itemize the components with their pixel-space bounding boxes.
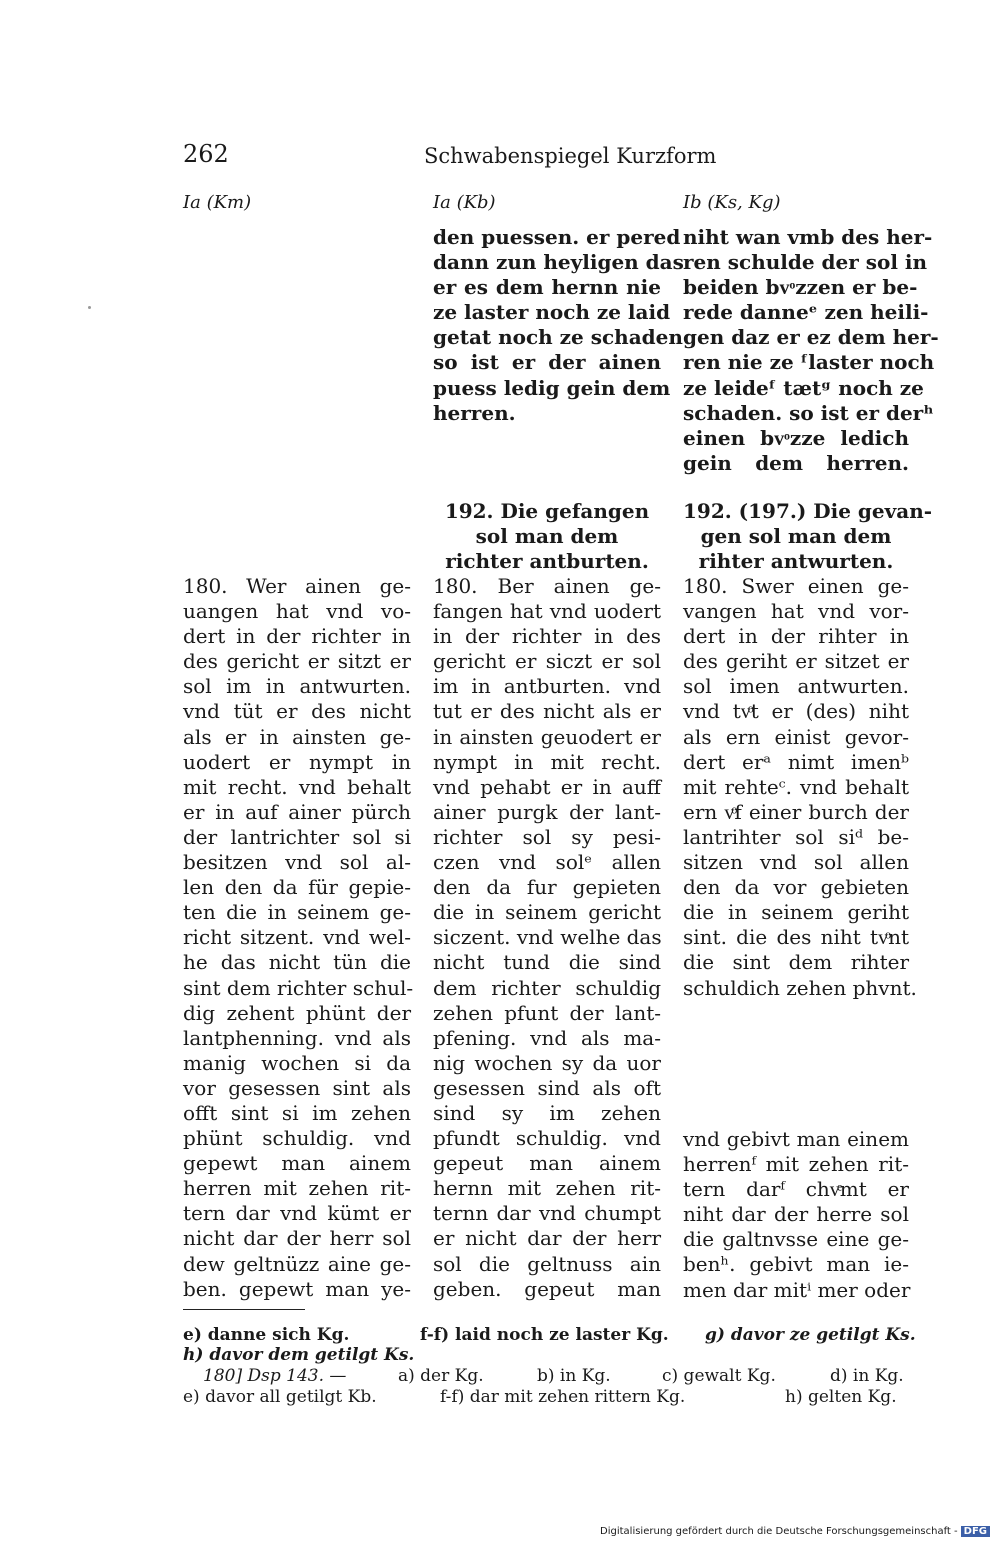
apparatus-h: h) gelten Kg. [785, 1387, 897, 1407]
text-line: ern vͦf einer burch der [683, 799, 909, 824]
text-line: sol imen antwurten. [683, 674, 909, 699]
text-line: nig wochen sy da uor [433, 1050, 661, 1075]
scan-speck [88, 306, 91, 309]
text-line: die in seinem geriht [683, 900, 909, 925]
text-line: schaden. so ist er derʰ [683, 400, 934, 425]
text-line: des geriht er sitzet er [683, 649, 909, 674]
text-line: he das nicht tün die [183, 950, 411, 975]
text-line: gepeut man ainem [433, 1151, 661, 1176]
text-line: gepewt man ainem [183, 1151, 411, 1176]
text-line: rede danneᵉ zen heili- [683, 300, 929, 325]
dfg-footer [600, 1526, 990, 1537]
text-line: richter sol sy pesi- [433, 824, 661, 849]
col3-heading-192 [683, 499, 933, 574]
text-line: herren mit zehen rit- [183, 1176, 411, 1201]
col2-heading-192 [433, 499, 661, 574]
text-line: gen sol man dem [700, 524, 892, 549]
text-line: vnd tüt er des nicht [183, 699, 411, 724]
text-line: vnd pehabt er in auff [433, 774, 661, 799]
text-line: getat noch ze schaden [433, 325, 683, 350]
text-line: lantphenning. vnd als [183, 1025, 411, 1050]
text-line: ten die in seinem ge- [183, 900, 411, 925]
text-line: tern darᶠ chvͤmt er [683, 1177, 909, 1202]
text-line: 192. (197.) Die gevan- [683, 499, 933, 523]
text-line: zehen pfunt der lant- [433, 1000, 661, 1025]
col3-text-top [683, 225, 939, 476]
text-line: tut er des nicht als er [433, 699, 661, 724]
text-line: 180. Wer ainen ge- [183, 574, 411, 598]
text-line: 192. Die gefangen [444, 499, 650, 523]
text-line: niht wan vmb des her- [683, 225, 933, 249]
col2-article-180 [433, 574, 661, 1302]
text-line: in ainsten geuodert er [433, 724, 661, 749]
text-line: gen daz er ez dem her- [683, 325, 939, 350]
text-line: 180. Swer einen ge- [683, 574, 909, 598]
text-line: des gericht er sitzt er [183, 649, 411, 674]
text-line: er in auf ainer pürch [183, 799, 411, 824]
apparatus-reference: 180] Dsp 143. — [203, 1366, 347, 1386]
footnote-h: h) davor dem getilgt Ks. [183, 1345, 415, 1365]
text-line: geben. gepeut man [433, 1276, 661, 1301]
footnote-e: e) danne sich Kg. [183, 1325, 350, 1345]
col2-text-top [433, 225, 684, 426]
text-line: vor gesessen sint als [183, 1075, 411, 1100]
col3-article-180 [683, 574, 917, 1001]
text-line: nicht dar der herr sol [183, 1226, 411, 1251]
text-line: len den da für gepie- [183, 875, 411, 900]
col3-article-180-continued [683, 1127, 909, 1303]
footnote-g: g) davor ze getilgt Ks. [705, 1325, 916, 1345]
apparatus-d: d) in Kg. [830, 1366, 904, 1386]
text-line: vnd gebivt man einem [683, 1127, 909, 1151]
text-line: besitzen vnd sol al- [183, 850, 411, 875]
text-line: im in antburten. vnd [433, 674, 661, 699]
text-line: pfundt schuldig. vnd [433, 1126, 661, 1151]
text-line: die in seinem gericht [433, 900, 661, 925]
col1-article-180 [183, 574, 414, 1302]
text-line: den da vor gebieten [683, 875, 909, 900]
text-line: ze leideᶠ tætᵍ noch ze [683, 375, 924, 400]
text-line: gesessen sind als oft [433, 1075, 661, 1100]
text-line: sol man dem [475, 524, 619, 549]
text-line: in der richter in des [433, 624, 661, 649]
text-line: beiden bvͦzzen er be- [683, 275, 918, 300]
text-line: nicht tund die sind [433, 950, 661, 975]
apparatus-f: f-f) dar mit zehen rittern Kg. [440, 1387, 686, 1407]
text-line: puess ledig gein dem [433, 375, 671, 400]
text-line: ren nie ze ᶠlaster noch [683, 350, 935, 375]
text-line: dig zehent phünt der [183, 1000, 411, 1025]
text-line: sol im in antwurten. [183, 674, 411, 699]
apparatus-b: b) in Kg. [537, 1366, 611, 1386]
text-line: ben. gepewt man ye- [183, 1276, 411, 1301]
text-line: als ern einist gevor- [683, 724, 909, 749]
text-line: den puessen. er pered [433, 225, 681, 249]
footnote-rule [183, 1309, 305, 1310]
text-line: rihter antwurten. [698, 549, 894, 574]
text-line: richt sitzent. vnd wel- [183, 925, 411, 950]
text-line: die sint dem rihter [683, 950, 909, 975]
text-line: sol die geltnuss ain [433, 1251, 661, 1276]
text-line: manig wochen si da [183, 1050, 411, 1075]
text-line: phünt schuldig. vnd [183, 1126, 411, 1151]
text-line: mit rehteᶜ. vnd behalt [683, 774, 909, 799]
text-line: dew geltnüzz aine ge- [183, 1251, 411, 1276]
text-line: tern dar vnd kümt er [183, 1201, 411, 1226]
text-line: der lantrichter sol si [183, 824, 411, 849]
text-line: hernn mit zehen rit- [433, 1176, 661, 1201]
text-line: richter antburten. [445, 549, 649, 574]
text-line: vangen hat vnd vor- [683, 599, 909, 624]
text-line: sint dem richter schul- [183, 975, 414, 1000]
text-line: ren schulde der sol in [683, 250, 928, 275]
apparatus-e: e) davor all getilgt Kb. [183, 1387, 377, 1407]
text-line: dert erᵃ nimt imenᵇ [683, 749, 909, 774]
column-heading-ia-kb: Ia (Kb) [433, 192, 496, 213]
apparatus-a: a) der Kg. [398, 1366, 484, 1386]
text-line: sint. die des niht tvͦnt [683, 925, 909, 950]
text-line: ainer purgk der lant- [433, 799, 661, 824]
text-line: niht dar der herre sol [683, 1202, 909, 1227]
text-line: die galtnvsse eine ge- [683, 1227, 909, 1252]
text-line: 180. Ber ainen ge- [433, 574, 661, 598]
text-line: dem richter schuldig [433, 975, 661, 1000]
text-line: er es dem hernn nie [433, 275, 661, 300]
text-line: sind sy im zehen [433, 1100, 661, 1125]
text-line: sitzen vnd sol allen [683, 850, 909, 875]
text-line: uodert er nympt in [183, 749, 411, 774]
column-heading-ia-km: Ia (Km) [183, 192, 252, 213]
running-title: Schwabenspiegel Kurzform [424, 144, 717, 168]
text-line: uangen hat vnd vo- [183, 599, 411, 624]
footnote-f: f-f) laid noch ze laster Kg. [420, 1325, 669, 1345]
text-line: dert in der rihter in [683, 624, 909, 649]
text-line: gericht er siczt er sol [433, 649, 661, 674]
page-number: 262 [183, 140, 229, 168]
text-line: gein dem herren. [683, 450, 909, 475]
text-line: vnd tvͦt er (des) niht [683, 699, 909, 724]
text-line: so ist er der ainen [433, 350, 661, 375]
text-line: pfening. vnd als ma- [433, 1025, 661, 1050]
text-line: siczent. vnd welhe das [433, 925, 662, 950]
text-line: als er in ainsten ge- [183, 724, 411, 749]
text-line: men dar mitⁱ mer oder [683, 1277, 911, 1302]
text-line: benʰ. gebivt man ie- [683, 1252, 909, 1277]
text-line: dert in der richter in [183, 624, 411, 649]
footer-text: Digitalisierung gefördert durch die Deutsche Forschungsgemeinschaft - [600, 1526, 958, 1537]
text-line: mit recht. vnd behalt [183, 774, 411, 799]
text-line: ternn dar vnd chumpt [433, 1201, 661, 1226]
text-line: dann zun heyligen das [433, 250, 684, 275]
dfg-logo: DFG [961, 1526, 990, 1537]
apparatus-c: c) gewalt Kg. [662, 1366, 776, 1386]
text-line: schuldich zehen phvnt. [683, 975, 917, 1000]
text-line: nympt in mit recht. [433, 749, 661, 774]
text-line: lantrihter sol siᵈ be- [683, 824, 909, 849]
text-line: den da fur gepieten [433, 875, 661, 900]
text-line: herren. [433, 400, 516, 425]
text-line: fangen hat vnd uodert [433, 599, 661, 624]
text-line: er nicht dar der herr [433, 1226, 661, 1251]
text-line: ze laster noch ze laid [433, 300, 671, 325]
text-line: herrenᶠ mit zehen rit- [683, 1152, 909, 1177]
column-heading-ib-ks-kg: Ib (Ks, Kg) [683, 192, 781, 213]
text-line: czen vnd solᵉ allen [433, 850, 661, 875]
text-line: offt sint si im zehen [183, 1100, 411, 1125]
text-line: einen bvͦzze ledich [683, 425, 909, 450]
